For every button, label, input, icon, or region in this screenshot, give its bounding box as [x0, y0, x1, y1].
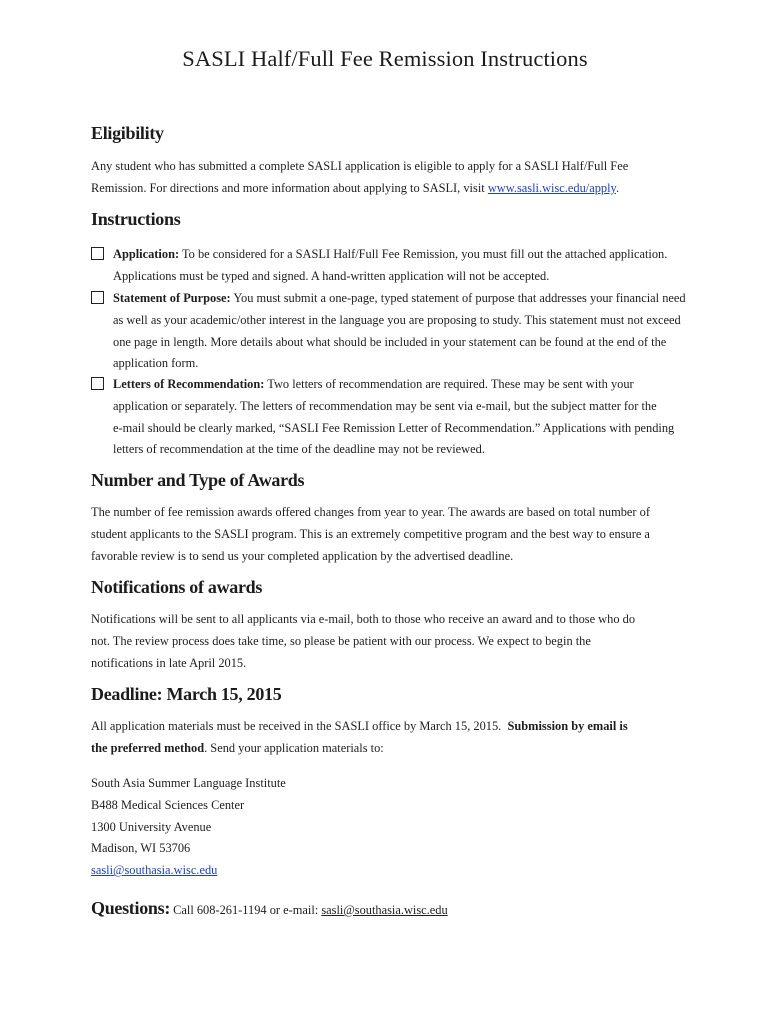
notifications-line: notifications in late April 2015. — [91, 655, 247, 670]
questions-heading: Questions: — [91, 898, 171, 918]
instruction-label: Letters of Recommendation: — [113, 377, 265, 391]
mailing-address — [91, 773, 286, 882]
address-organization: South Asia Summer Language Institute — [91, 776, 286, 790]
awards-line: favorable review is to send us your completed application by the advertised deadline. — [91, 548, 514, 563]
deadline-emphasis: Submission by email is — [507, 719, 628, 733]
instruction-line: You must submit a one-page, typed statement of purpose that addresses your financial need — [230, 291, 686, 305]
instruction-line: one page in length. More details about what should be included in your statement can be found at the end of the — [113, 334, 667, 349]
awards-line: The number of fee remission awards offered changes from year to year. The awards are based on total number of — [91, 505, 650, 519]
instruction-line: letters of recommendation at the time of the deadline may not be reviewed. — [113, 442, 485, 457]
instruction-line: application form. — [113, 356, 199, 371]
instruction-label: Application: — [113, 247, 180, 261]
awards-paragraph — [91, 502, 691, 567]
awards-line: student applicants to the SASLI program. This is an extremely competitive program and the best way to ensure a — [91, 526, 650, 541]
instruction-text — [113, 288, 693, 375]
address-street: 1300 University Avenue — [91, 819, 212, 834]
letters-of-recommendation-checkbox[interactable] — [91, 377, 104, 390]
deadline-heading: Deadline: March 15, 2015 — [91, 684, 282, 704]
notifications-line: not. The review process does take time, so please be patient with our process. We expect to begin the — [91, 633, 591, 648]
notifications-heading: Notifications of awards — [91, 577, 263, 597]
instruction-line: application or separately. The letters of recommendation may be sent via e-mail, but the subject matter for the — [113, 398, 657, 413]
questions-line — [91, 898, 448, 919]
questions-email-link[interactable]: sasli@southasia.wisc.edu — [321, 903, 448, 917]
notifications-line: Notifications will be sent to all applicants via e-mail, both to those who receive an award and to those who do — [91, 612, 636, 626]
eligibility-line-2-prefix: Remission. For directions and more information about applying to SASLI, visit — [91, 180, 488, 195]
instruction-line: Two letters of recommendation are required. These may be sent with your — [264, 377, 634, 391]
statement-of-purpose-checkbox[interactable] — [91, 291, 104, 304]
eligibility-line-1: Any student who has submitted a complete SASLI application is eligible to apply for a SASLI Half/Full Fee — [91, 159, 629, 173]
address-building: B488 Medical Sciences Center — [91, 797, 245, 812]
eligibility-line-2-suffix: . — [615, 180, 620, 195]
deadline-text: All application materials must be received in the SASLI office by March 15, 2015. — [91, 719, 508, 733]
instruction-label: Statement of Purpose: — [113, 291, 231, 305]
instruction-text — [113, 374, 693, 461]
instruction-line: To be considered for a SASLI Half/Full Fee Remission, you must fill out the attached application. — [179, 247, 668, 261]
eligibility-heading: Eligibility — [91, 123, 164, 143]
page-title: SASLI Half/Full Fee Remission Instructions — [182, 46, 588, 71]
deadline-emphasis: the preferred method — [91, 740, 205, 755]
eligibility-paragraph — [91, 156, 691, 200]
deadline-text: . Send your application materials to: — [204, 740, 384, 755]
instruction-text — [113, 244, 693, 288]
application-checkbox[interactable] — [91, 247, 104, 260]
address-city: Madison, WI 53706 — [91, 841, 191, 856]
instruction-line: as well as your academic/other interest in the language you are proposing to study. This statement must not exceed — [113, 312, 681, 327]
instructions-heading: Instructions — [91, 209, 181, 229]
questions-text: Call 608-261-1194 or e-mail: — [170, 903, 322, 917]
awards-heading: Number and Type of Awards — [91, 470, 305, 490]
notifications-paragraph — [91, 609, 691, 674]
instruction-line: e-mail should be clearly marked, “SASLI Fee Remission Letter of Recommendation.” Applications with pending — [113, 420, 675, 435]
address-email-link[interactable]: sasli@southasia.wisc.edu — [91, 863, 218, 878]
instruction-line: Applications must be typed and signed. A hand-written application will not be accepted. — [113, 268, 550, 283]
sasli-apply-link[interactable]: www.sasli.wisc.edu/apply — [487, 180, 616, 195]
deadline-paragraph — [91, 716, 691, 760]
